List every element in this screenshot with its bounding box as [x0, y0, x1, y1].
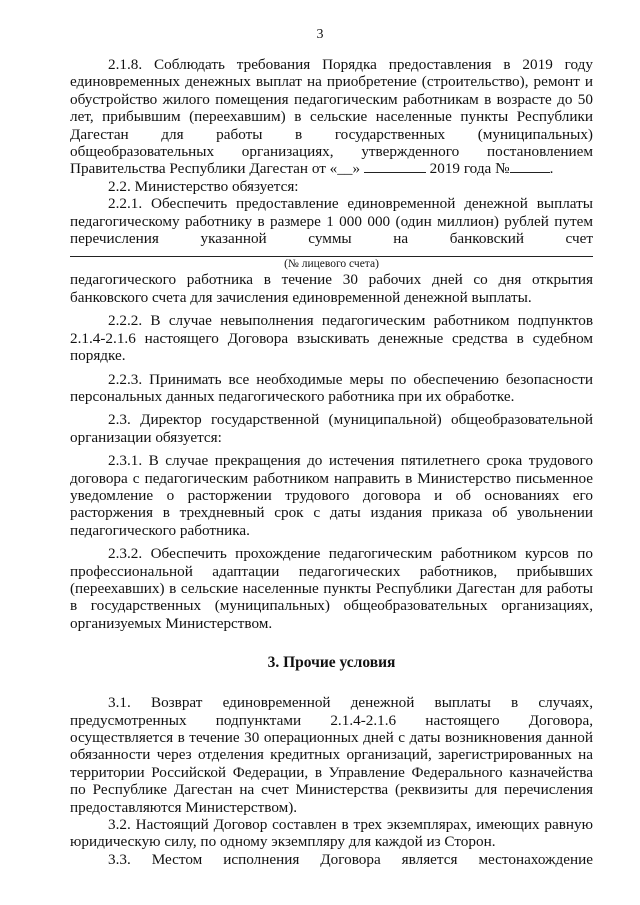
clause-2-2: 2.2. Министерство обязуется:: [108, 177, 299, 195]
date-month-blank: [364, 160, 426, 173]
section-3-title: 3. Прочие условия: [267, 654, 396, 672]
clause-3-2: 3.2. Настоящий Договор составлен в трех экземплярах, имеющих равную юридическую силу, по одному экземпляру для каждой из Сторон.: [70, 816, 593, 851]
clause-2-2-1: 2.2.1. Обеспечить предоставление единовременной денежной выплаты педагогическому работнику в размере 1 000 000 (один миллион) рублей путем перечисления указанной суммы на банковский счет: [70, 195, 593, 248]
clause-3-3: 3.3. Местом исполнения Договора является местонахождение: [108, 850, 593, 868]
date-day-blank: __: [337, 160, 353, 178]
account-number-caption: (№ лицевого счета): [284, 258, 379, 271]
clause-3-1: 3.1. Возврат единовременной денежной выплаты в случаях, предусмотренных подпунктами 2.1.4-2.1.6 настоящего Договора, осуществляется в течение 30 операционных дней с даты возникновения данной обязанности через отделения кредитных организаций, зарегистрированных на территории Российской Федерации, в Управление Федерального казначейства по Республике Дагестан на счет Министерства (реквизиты для перечисления предоставляются Министерством).: [70, 694, 593, 816]
document-body: [70, 56, 593, 868]
number-blank: [510, 160, 550, 173]
clause-2-2-1-continuation: педагогического работника в течение 30 рабочих дней со дня открытия банковского счета для зачисления единовременной денежной выплаты.: [70, 271, 593, 306]
clause-2-1-8: 2.1.8. Соблюдать требования Порядка предоставления в 2019 году единовременных денежных выплат на приобретение (строительство), ремонт и обустройство жилого помещения педагогическим работникам в возрасте до 50 лет, прибывшим (переехавшим) в сельские населенные пункты Республики Дагестан для работы в государственных (муниципальных) общеобразовательных организациях, утвержденного постановлением Правительства Республики Дагестан от «__» 2019 года № .: [70, 56, 593, 178]
page-number: 3: [316, 27, 324, 42]
clause-2-2-2: 2.2.2. В случае невыполнения педагогическим работником подпунктов 2.1.4-2.1.6 настоящего Договора взыскивать денежные средства в судебном порядке.: [70, 312, 593, 365]
account-number-line: [70, 255, 593, 257]
clause-2-3: 2.3. Директор государственной (муниципальной) общеобразовательной организации обязуется:: [70, 411, 593, 446]
clause-2-2-3: 2.2.3. Принимать все необходимые меры по обеспечению безопасности персональных данных педагогического работника при их обработке.: [70, 370, 593, 405]
clause-2-3-1: 2.3.1. В случае прекращения до истечения пятилетнего срока трудового договора с педагогическим работником направить в Министерство письменное уведомление о расторжении трудового договора и об основаниях его расторжения в трехдневный срок с даты издания приказа об увольнении педагогического работника.: [70, 452, 593, 539]
clause-2-3-2: 2.3.2. Обеспечить прохождение педагогическим работником курсов по профессиональной адаптации педагогических работников, прибывших (переехавших) в сельские населенные пункты Республики Дагестан для работы в государственных (муниципальных) общеобразовательных организациях, организуемых Министерством.: [70, 545, 593, 632]
